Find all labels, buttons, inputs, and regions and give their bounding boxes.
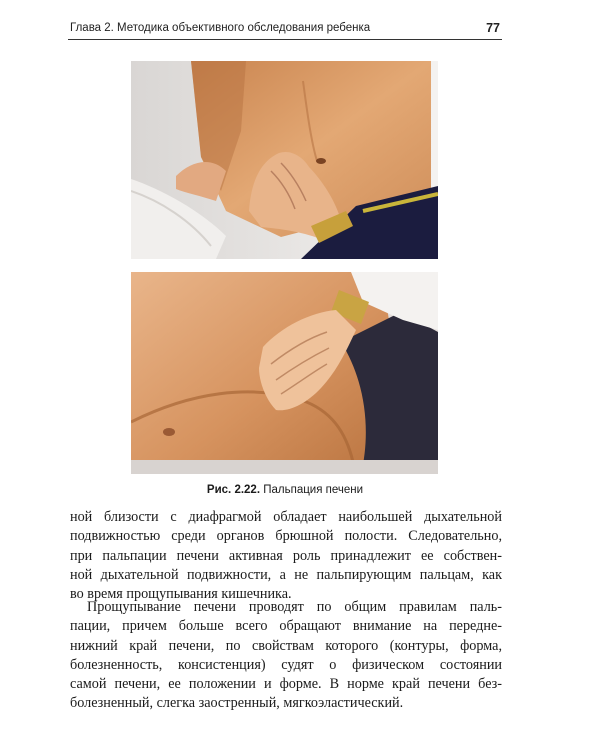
text-line: нижний край печени, по свойствам которого (контуры, форма, bbox=[70, 637, 502, 654]
text-line: Прощупывание печени проводят по общим правилам паль- bbox=[87, 599, 502, 615]
figure-label: Рис. 2.22. bbox=[206, 484, 261, 496]
text-line: подвижностью среди органов брюшной полости. Следовательно, bbox=[70, 528, 502, 545]
text-line: ной дыхательной подвижности, а не пальпирующим пальцам, как bbox=[70, 566, 502, 583]
page-number: 77 bbox=[486, 21, 500, 35]
text-line: пации, причем больше всего обращают внимание на передне- bbox=[70, 618, 502, 635]
figure-caption bbox=[130, 484, 440, 496]
header-rule bbox=[68, 39, 502, 40]
figure-title: Пальпация печени bbox=[263, 484, 364, 496]
text-line: во время прощупывания кишечника. bbox=[70, 586, 292, 603]
chapter-title: Глава 2. Методика объективного обследования ребенка bbox=[70, 22, 371, 34]
figure-photo-top bbox=[131, 61, 438, 259]
text-line: болезненный, слегка заостренный, мягкоэластический. bbox=[70, 695, 404, 712]
paragraph-2 bbox=[70, 598, 502, 714]
text-line: при пальпации печени активная роль принадлежит ее собствен- bbox=[70, 547, 502, 564]
figure-photo-bottom bbox=[131, 272, 438, 474]
running-header bbox=[70, 22, 502, 38]
paragraph-1 bbox=[70, 508, 502, 604]
text-line: ной близости с диафрагмой обладает наибольшей дыхательной bbox=[70, 509, 502, 525]
text-line: болезненность, консистенция) судят о физическом состоянии bbox=[70, 656, 502, 673]
text-line: самой печени, ее положении и форме. В норме край печени без- bbox=[70, 676, 502, 693]
